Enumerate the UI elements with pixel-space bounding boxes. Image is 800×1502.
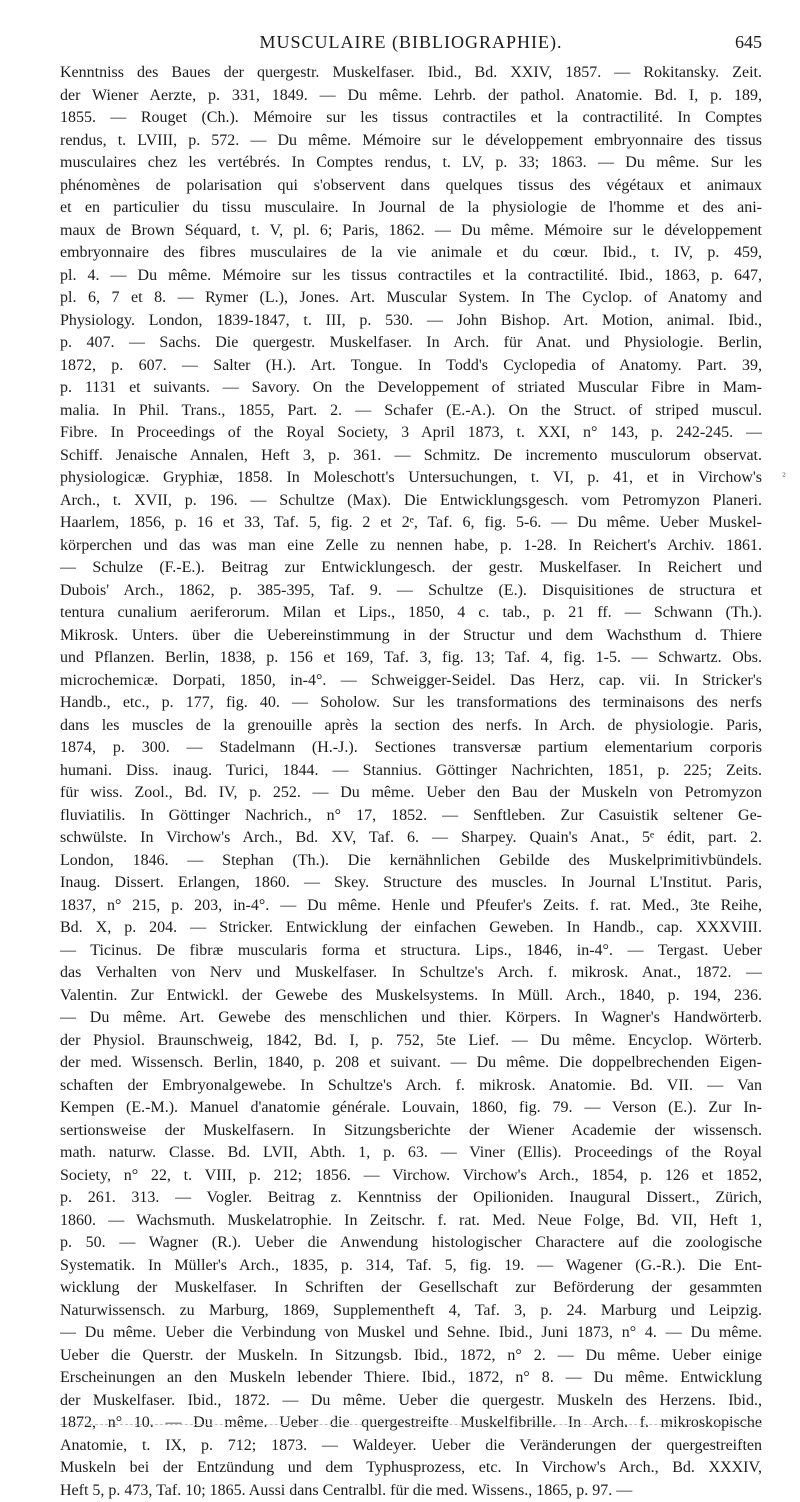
text-line: körperchen und das was man eine Zelle zu nennen habe, p. 1-28. In Reichert's Archiv. 1861. bbox=[60, 535, 762, 558]
text-line: embryonnaire des fibres musculaires de la vie animale et du cœur. Ibid., t. IV, p. 459, bbox=[60, 242, 762, 265]
text-line: Mikrosk. Unters. über die Uebereinstimmung in der Structur und dem Wachsthum d. Thiere bbox=[60, 625, 762, 648]
text-line: Kempen (E.-M.). Manuel d'anatomie générale. Louvain, 1860, fig. 79. — Verson (E.). Zur In- bbox=[60, 1097, 762, 1120]
text-line: 1837, n° 215, p. 203, in-4°. — Du même. Henle und Pfeufer's Zeits. f. rat. Med., 3te Reihe, bbox=[60, 895, 762, 918]
text-line: das Verhalten von Nerv und Muskelfaser. In Schultze's Arch. f. mikrosk. Anat., 1872. — bbox=[60, 962, 762, 985]
text-line: math. naturw. Classe. Bd. LVII, Abth. 1, p. 63. — Viner (Ellis). Proceedings of the Royal bbox=[60, 1142, 762, 1165]
text-line: 1874, p. 300. — Stadelmann (H.-J.). Sectiones transversæ partium elementarium corporis bbox=[60, 737, 762, 760]
text-line: für wiss. Zool., Bd. IV, p. 252. — Du même. Ueber den Bau der Muskeln von Petromyzon bbox=[60, 782, 762, 805]
text-line: Heft 5, p. 473, Taf. 10; 1865. Aussi dans Centralbl. für die med. Wissens., 1865, p. 97. — bbox=[60, 1480, 762, 1502]
running-title: MUSCULAIRE (BIBLIOGRAPHIE). bbox=[60, 32, 762, 53]
text-line: Haarlem, 1856, p. 16 et 33, Taf. 5, fig. 2 et 2ᵉ, Taf. 6, fig. 5-6. — Du même. Ueber Muskel- bbox=[60, 512, 762, 535]
text-line: pl. 6, 7 et 8. — Rymer (L.), Jones. Art. Muscular System. In The Cyclop. of Anatomy and bbox=[60, 287, 762, 310]
text-line: Erscheinungen an den Muskeln lebender Thiere. Ibid., 1872, n° 8. — Du même. Entwicklung bbox=[60, 1367, 762, 1390]
text-line: Anatomie, t. IX, p. 712; 1873. — Waldeyer. Ueber die Veränderungen der quergestreiften bbox=[60, 1435, 762, 1458]
text-line: Society, n° 22, t. VIII, p. 212; 1856. — Virchow. Virchow's Arch., 1854, p. 126 et 1852, bbox=[60, 1165, 762, 1188]
text-line: humani. Diss. inaug. Turici, 1844. — Stannius. Göttinger Nachrichten, 1851, p. 225; Zeits. bbox=[60, 760, 762, 783]
text-line: dans les muscles de la grenouille après la section des nerfs. In Arch. de physiologie. Paris, bbox=[60, 715, 762, 738]
text-line: 1872, n° 10. — Du même. Ueber die quergestreifte Muskelfibrille. In Arch. f. mikroskopische bbox=[60, 1412, 762, 1435]
text-line: der Physiol. Braunschweig, 1842, Bd. I, p. 752, 5te Lief. — Du même. Encyclop. Wörterb. bbox=[60, 1030, 762, 1053]
text-line: physiologicæ. Gryphiæ, 1858. In Moleschott's Untersuchungen, t. VI, p. 41, et in Virchow's bbox=[60, 467, 762, 490]
text-line: schaften der Embryonalgewebe. In Schultze's Arch. f. mikrosk. Anatomie. Bd. VII. — Van bbox=[60, 1075, 762, 1098]
text-line: phénomènes de polarisation qui s'observent dans quelques tissus des végétaux et animaux bbox=[60, 175, 762, 198]
text-line: — Du même. Ueber die Verbindung von Muskel und Sehne. Ibid., Juni 1873, n° 4. — Du même. bbox=[60, 1322, 762, 1345]
text-line: Fibre. In Proceedings of the Royal Society, 3 April 1873, t. XXI, n° 143, p. 242-245. — bbox=[60, 422, 762, 445]
text-line: der Wiener Aerzte, p. 331, 1849. — Du même. Lehrb. der pathol. Anatomie. Bd. I, p. 189, bbox=[60, 85, 762, 108]
text-line: p. 50. — Wagner (R.). Ueber die Anwendung histologischer Charactere auf die zoologische bbox=[60, 1232, 762, 1255]
text-line: sertionsweise der Muskelfasern. In Sitzungsberichte der Wiener Academie der wissensch. bbox=[60, 1120, 762, 1143]
text-line: pl. 4. — Du même. Mémoire sur les tissus contractiles et la contractilité. Ibid., 1863, p. 647, bbox=[60, 265, 762, 288]
bottom-rule bbox=[60, 1424, 762, 1425]
text-line: Kenntniss des Baues der quergestr. Muskelfaser. Ibid., Bd. XXIV, 1857. — Rokitansky. Zeit. bbox=[60, 62, 762, 85]
page-header bbox=[60, 32, 762, 56]
text-line: 1872, p. 607. — Salter (H.). Art. Tongue. In Todd's Cyclopedia of Anatomy. Part. 39, bbox=[60, 355, 762, 378]
text-line: der med. Wissensch. Berlin, 1840, p. 208 et suivant. — Du même. Die doppelbrechenden Eigen- bbox=[60, 1052, 762, 1075]
text-line: Dubois' Arch., 1862, p. 385-395, Taf. 9. — Schultze (E.). Disquisitiones de structura et bbox=[60, 580, 762, 603]
text-line: schwülste. In Virchow's Arch., Bd. XV, Taf. 6. — Sharpey. Quain's Anat., 5ᵉ édit, part. 2. bbox=[60, 827, 762, 850]
text-line: p. 261. 313. — Vogler. Beitrag z. Kenntniss der Opilioniden. Inaugural Dissert., Zürich, bbox=[60, 1187, 762, 1210]
text-line: Naturwissensch. zu Marburg, 1869, Supplementheft 4, Taf. 3, p. 24. Marburg und Leipzig. bbox=[60, 1300, 762, 1323]
text-line: Ueber die Querstr. der Muskeln. In Sitzungsb. Ibid., 1872, n° 2. — Du même. Ueber einige bbox=[60, 1345, 762, 1368]
text-line: p. 407. — Sachs. Die quergestr. Muskelfaser. In Arch. für Anat. und Physiologie. Berlin, bbox=[60, 332, 762, 355]
text-line: Inaug. Dissert. Erlangen, 1860. — Skey. Structure des muscles. In Journal L'Institut. Paris, bbox=[60, 872, 762, 895]
text-line: — Ticinus. De fibræ muscularis forma et structura. Lips., 1846, in-4°. — Tergast. Ueber bbox=[60, 940, 762, 963]
text-line: London, 1846. — Stephan (Th.). Die kernähnlichen Gebilde des Muskelprimitivbündels. bbox=[60, 850, 762, 873]
text-line: microchemicæ. Dorpati, 1850, in-4°. — Schweigger-Seidel. Das Herz, cap. vii. In Stricker's bbox=[60, 670, 762, 693]
text-line: Muskeln bei der Entzündung und dem Typhusprozess, etc. In Virchow's Arch., Bd. XXXIV, bbox=[60, 1457, 762, 1480]
page-number: 645 bbox=[735, 32, 762, 53]
margin-mark: ² bbox=[782, 472, 786, 483]
text-line: maux de Brown Séquard, t. V, pl. 6; Paris, 1862. — Du même. Mémoire sur le développement bbox=[60, 220, 762, 243]
bibliography-text bbox=[60, 62, 762, 1502]
text-line: musculaires chez les vertébrés. In Comptes rendus, t. LV, p. 33; 1863. — Du même. Sur les bbox=[60, 152, 762, 175]
text-line: Physiology. London, 1839-1847, t. III, p. 530. — John Bishop. Art. Motion, animal. Ibid., bbox=[60, 310, 762, 333]
text-line: Handb., etc., p. 177, fig. 40. — Soholow. Sur les transformations des terminaisons des nerfs bbox=[60, 692, 762, 715]
text-line: p. 1131 et suivants. — Savory. On the Developpement of striated Muscular Fibre in Mam- bbox=[60, 377, 762, 400]
text-line: 1860. — Wachsmuth. Muskelatrophie. In Zeitschr. f. rat. Med. Neue Folge, Bd. VII, Heft 1, bbox=[60, 1210, 762, 1233]
text-line: und Pflanzen. Berlin, 1838, p. 156 et 169, Taf. 3, fig. 13; Taf. 4, fig. 1-5. — Schwartz. Obs. bbox=[60, 647, 762, 670]
text-line: et en particulier du tissu musculaire. In Journal de la physiologie de l'homme et des ani- bbox=[60, 197, 762, 220]
text-line: wicklung der Muskelfaser. In Schriften der Gesellschaft zur Beförderung der gesammten bbox=[60, 1277, 762, 1300]
text-line: Schiff. Jenaische Annalen, Heft 3, p. 361. — Schmitz. De incremento musculorum observat. bbox=[60, 445, 762, 468]
text-line: Valentin. Zur Entwickl. der Gewebe des Muskelsystems. In Müll. Arch., 1840, p. 194, 236. bbox=[60, 985, 762, 1008]
text-line: tentura cunalium aeriferorum. Milan et Lips., 1850, 4 c. tab., p. 21 ff. — Schwann (Th.). bbox=[60, 602, 762, 625]
text-line: — Schulze (F.-E.). Beitrag zur Entwicklungesch. der gestr. Muskelfaser. In Reichert und bbox=[60, 557, 762, 580]
text-line: Systematik. In Müller's Arch., 1835, p. 314, Taf. 5, fig. 19. — Wagener (G.-R.). Die Ent- bbox=[60, 1255, 762, 1278]
text-line: rendus, t. LVIII, p. 572. — Du même. Mémoire sur le développement embryonnaire des tissus bbox=[60, 130, 762, 153]
text-line: 1855. — Rouget (Ch.). Mémoire sur les tissus contractiles et la contractilité. In Comptes bbox=[60, 107, 762, 130]
text-line: fluviatilis. In Göttinger Nachrich., n° 17, 1852. — Senftleben. Zur Casuistik seltener Ge- bbox=[60, 805, 762, 828]
text-line: malia. In Phil. Trans., 1855, Part. 2. — Schafer (E.-A.). On the Struct. of striped muscul. bbox=[60, 400, 762, 423]
text-line: — Du même. Art. Gewebe des menschlichen und thier. Körpers. In Wagner's Handwörterb. bbox=[60, 1007, 762, 1030]
text-line: Bd. X, p. 204. — Stricker. Entwicklung der einfachen Geweben. In Handb., cap. XXXVIII. bbox=[60, 917, 762, 940]
text-line: Arch., t. XVII, p. 196. — Schultze (Max). Die Entwicklungsgesch. vom Petromyzon Planeri. bbox=[60, 490, 762, 513]
text-line: der Muskelfaser. Ibid., 1872. — Du même. Ueber die quergestr. Muskeln des Herzens. Ibid., bbox=[60, 1390, 762, 1413]
